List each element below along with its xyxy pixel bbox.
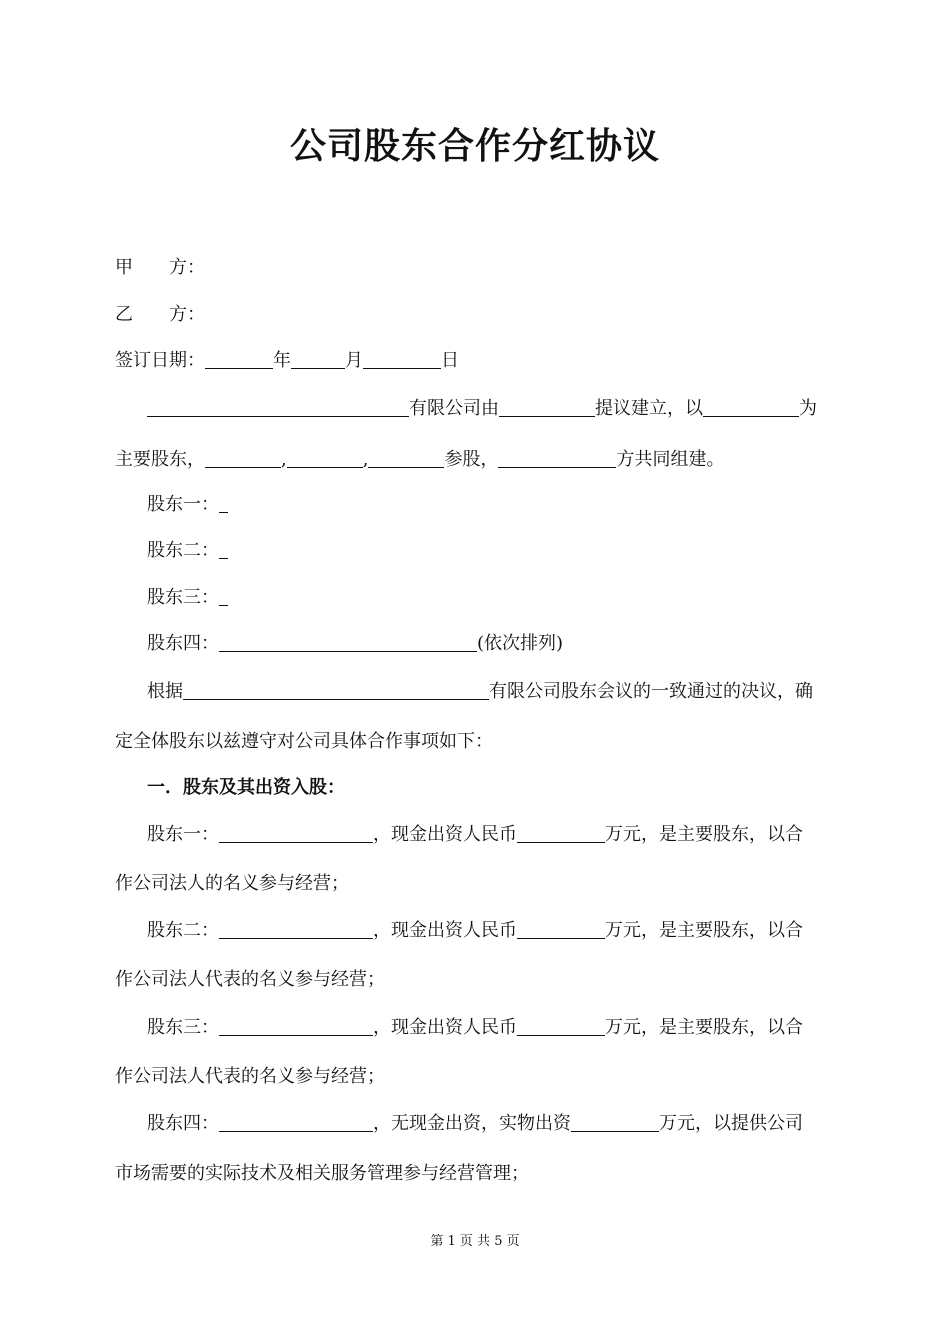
proposer-blank [499, 398, 595, 417]
contribution-line: 股东二： ，现金出资人民币 万元，是主要股东，以合 [147, 920, 803, 941]
amount-blank [517, 824, 605, 843]
name-blank [219, 540, 228, 559]
main-shareholder-blank [703, 398, 799, 417]
section-heading: 一．股东及其出资入股： [147, 777, 345, 798]
party-blank [368, 449, 444, 468]
name-blank [219, 1017, 373, 1036]
name-blank [219, 1113, 373, 1132]
day-blank [363, 350, 441, 369]
contribution-line: 股东四： ，无现金出资，实物出资 万元，以提供公司 [147, 1113, 803, 1134]
intro-text: 有限公司由 [409, 398, 499, 419]
name-blank [219, 494, 228, 513]
intro-text: 为 [799, 398, 817, 419]
party-b-line: 乙 方： [115, 304, 205, 325]
comma: , [362, 449, 369, 470]
contribution-continuation: 作公司法人代表的名义参与经营； [115, 969, 385, 990]
amount-blank [517, 1017, 605, 1036]
amount-blank [571, 1113, 659, 1132]
year-blank [205, 350, 273, 369]
shareholder-list-item: 股东二： [147, 539, 228, 563]
month-blank [291, 350, 345, 369]
order-note: (依次排列) [477, 633, 564, 654]
sign-date-label: 签订日期： [115, 350, 205, 371]
month-label: 月 [345, 350, 363, 371]
comma: , [281, 449, 287, 470]
sign-date-line [115, 349, 459, 373]
intro-line-2 [115, 448, 724, 472]
document-title: 公司股东合作分红协议 [289, 125, 660, 167]
company-name-blank [147, 398, 409, 417]
name-blank [219, 587, 228, 606]
day-label: 日 [441, 350, 459, 371]
intro-line-1 [147, 397, 817, 421]
contribution-line: 股东三： ，现金出资人民币 万元，是主要股东，以合 [147, 1017, 803, 1038]
year-label: 年 [273, 350, 291, 371]
party-blank [287, 449, 363, 468]
party-blank [205, 449, 281, 468]
shareholder-list-item: 股东一： [147, 493, 228, 517]
basis-line-1: 根据 有限公司股东会议的一致通过的决议，确 [147, 681, 813, 702]
contribution-continuation: 市场需要的实际技术及相关服务管理参与经营管理； [115, 1163, 529, 1184]
intro-text: 方共同组建。 [616, 449, 725, 470]
party-a-line: 甲 方： [115, 257, 205, 278]
name-blank [219, 920, 373, 939]
company-name-blank [183, 681, 489, 700]
shareholder-list-item: 股东三： [147, 586, 228, 610]
party-blank [498, 449, 616, 468]
intro-text: 参股， [444, 449, 499, 470]
contribution-continuation: 作公司法人代表的名义参与经营； [115, 1066, 385, 1087]
contribution-continuation: 作公司法人的名义参与经营； [115, 873, 349, 894]
contribution-line: 股东一： ，现金出资人民币 万元，是主要股东，以合 [147, 824, 803, 845]
name-blank [219, 633, 477, 652]
basis-line-2: 定全体股东以兹遵守对公司具体合作事项如下： [115, 731, 493, 752]
shareholder-list-item: 股东四： (依次排列) [147, 633, 564, 654]
amount-blank [517, 920, 605, 939]
name-blank [219, 824, 373, 843]
page-footer: 第 1 页 共 5 页 [430, 1234, 520, 1249]
intro-text: 主要股东， [115, 449, 205, 470]
intro-text: 提议建立，以 [595, 398, 703, 419]
